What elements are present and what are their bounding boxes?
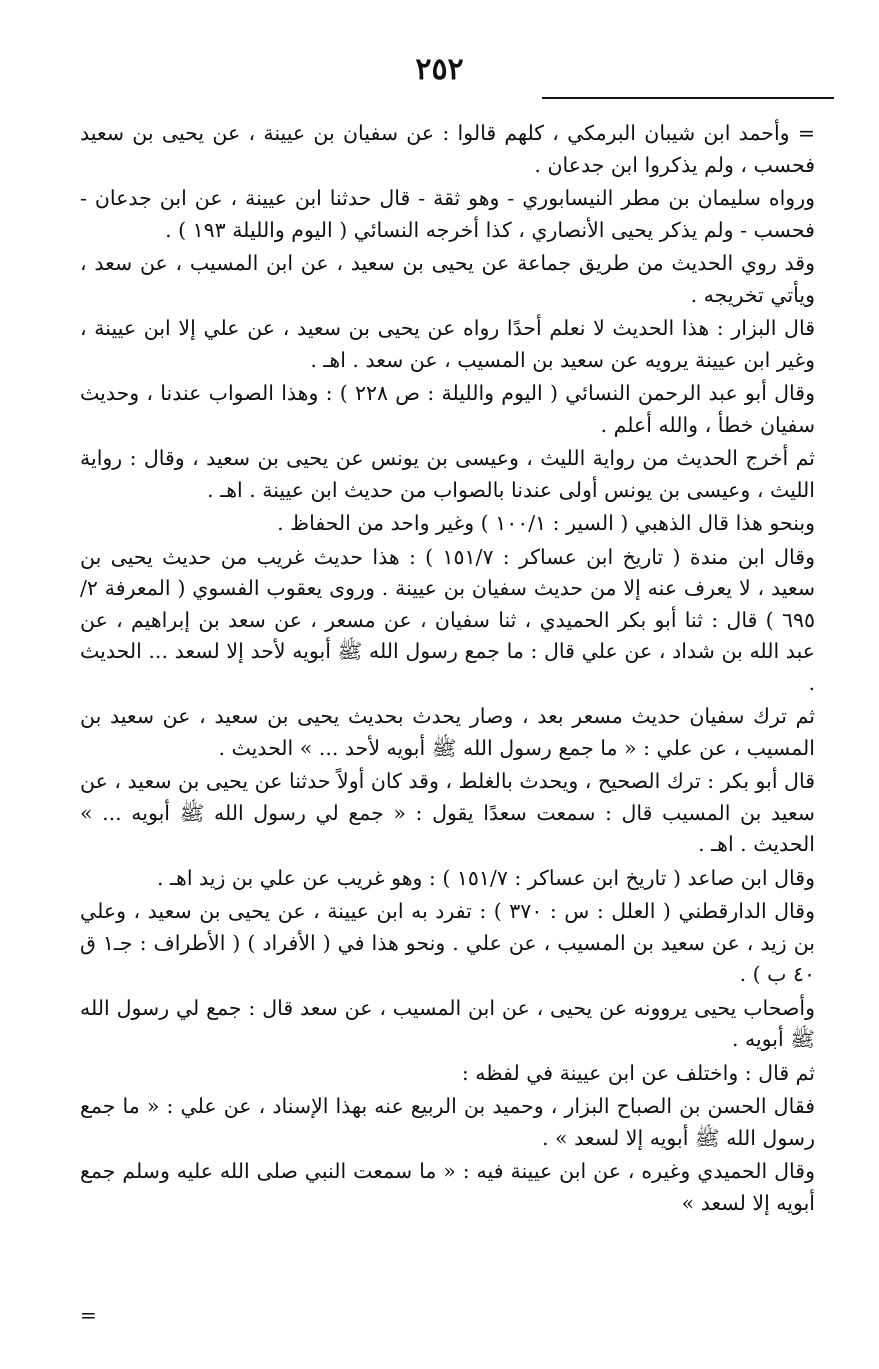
paragraph: وبنحو هذا قال الذهبي ( السير : ١٠٠/١ ) وغير واحد من الحفاظ .: [277, 511, 815, 535]
paragraph: ثم قال : واختلف عن ابن عيينة في لفظه :: [461, 1060, 815, 1085]
paragraph: وأصحاب يحيى يروونه عن يحيى ، عن ابن المسيب ، عن سعد قال : جمع لي رسول الله ﷺ أبويه .: [80, 995, 815, 1051]
paragraph: = وأحمد ابن شيبان البرمكي ، كلهم قالوا : عن سفيان بن عيينة ، عن يحيى بن سعيد فحسب ، ولم يذكروا ابن جدعان .: [80, 121, 815, 177]
paragraph: ثم ترك سفيان حديث مسعر بعد ، وصار يحدث بحديث يحيى بن سعيد ، عن سعيد بن المسيب ، عن علي : « ما جمع رسول الله ﷺ أبويه لأحد ... » الحديث .: [80, 704, 815, 760]
paragraph: ورواه سليمان بن مطر النيسابوري - وهو ثقة - قال حدثنا ابن عيينة ، عن ابن جدعان - فحسب - ولم يذكر يحيى الأنصاري ، كذا أخرجه النسائي ( اليوم والليلة ١٩٣ ) .: [80, 186, 815, 242]
paragraph: وقال ابن مندة ( تاريخ ابن عساكر : ١٥١/٧ ) : هذا حديث غريب من حديث يحيى بن سعيد ، لا يعرف عنه إلا من حديث سفيان بن عيينة . وروى يعقوب الفسوي ( المعرفة ٢/ ٦٩٥ ) قال : ثنا أبو بكر الحميدي ، ثنا سفيان ، عن مسعر ، عن سعد بن إبراهيم ، عن عبد الله بن شداد ، عن علي قال : ما جمع رسول الله ﷺ أبويه لأحد إلا لسعد ... الحديث .: [80, 544, 815, 695]
paragraph: فقال الحسن بن الصباح البزار ، وحميد بن الربيع عنه بهذا الإسناد ، عن علي : « ما جمع رسول الله ﷺ أبويه إلا لسعد » .: [80, 1094, 815, 1150]
paragraph: وقال أبو عبد الرحمن النسائي ( اليوم والليلة : ص ٢٢٨ ) : وهذا الصواب عندنا ، وحديث سفيان خطأ ، والله أعلم .: [80, 381, 816, 437]
page-number: ٢٥٢: [415, 52, 464, 87]
header-rule: [542, 97, 834, 99]
continuation-marker: =: [80, 1303, 97, 1327]
paragraph: قال أبو بكر : ترك الصحيح ، ويحدث بالغلط ، وقد كان أولاً حدثنا عن يحيى بن سعيد ، عن سعيد بن المسيب قال : سمعت سعدًا يقول : « جمع لي رسول الله ﷺ أبويه ... » الحديث . اهـ .: [80, 769, 815, 856]
paragraph: ثم أخرج الحديث من رواية الليث ، وعيسى بن يونس عن يحيى بن سعيد ، وقال : رواية الليث ، وعيسى بن يونس أولى عندنا بالصواب من حديث ابن عيينة . اهـ .: [80, 446, 815, 502]
paragraph: وقال الحميدي وغيره ، عن ابن عيينة فيه : « ما سمعت النبي صلى الله عليه وسلم جمع أبويه إلا لسعد »: [80, 1159, 815, 1215]
paragraph: وقال الدارقطني ( العلل : س : ٣٧٠ ) : تفرد به ابن عيينة ، عن يحيى بن سعيد ، وعلي بن زيد ، عن سعيد بن المسيب ، عن علي . ونحو هذا في ( الأفراد ) ( الأطراف : جـ١ ق ٤٠ ب ) .: [80, 899, 816, 986]
paragraph: قال البزار : هذا الحديث لا نعلم أحدًا رواه عن يحيى بن سعيد ، عن علي إلا ابن عيينة ، وغير ابن عيينة يرويه عن سعيد بن المسيب ، عن سعد . اهـ .: [80, 316, 815, 372]
paragraph: وقال ابن صاعد ( تاريخ ابن عساكر : ١٥١/٧ ) : وهو غريب عن علي بن زيد اهـ .: [156, 865, 815, 890]
paragraph: وقد روي الحديث من طريق جماعة عن يحيى بن سعيد ، عن ابن المسيب ، عن سعد ، ويأتي تخريجه .: [80, 251, 815, 307]
body-text: [80, 118, 815, 1221]
